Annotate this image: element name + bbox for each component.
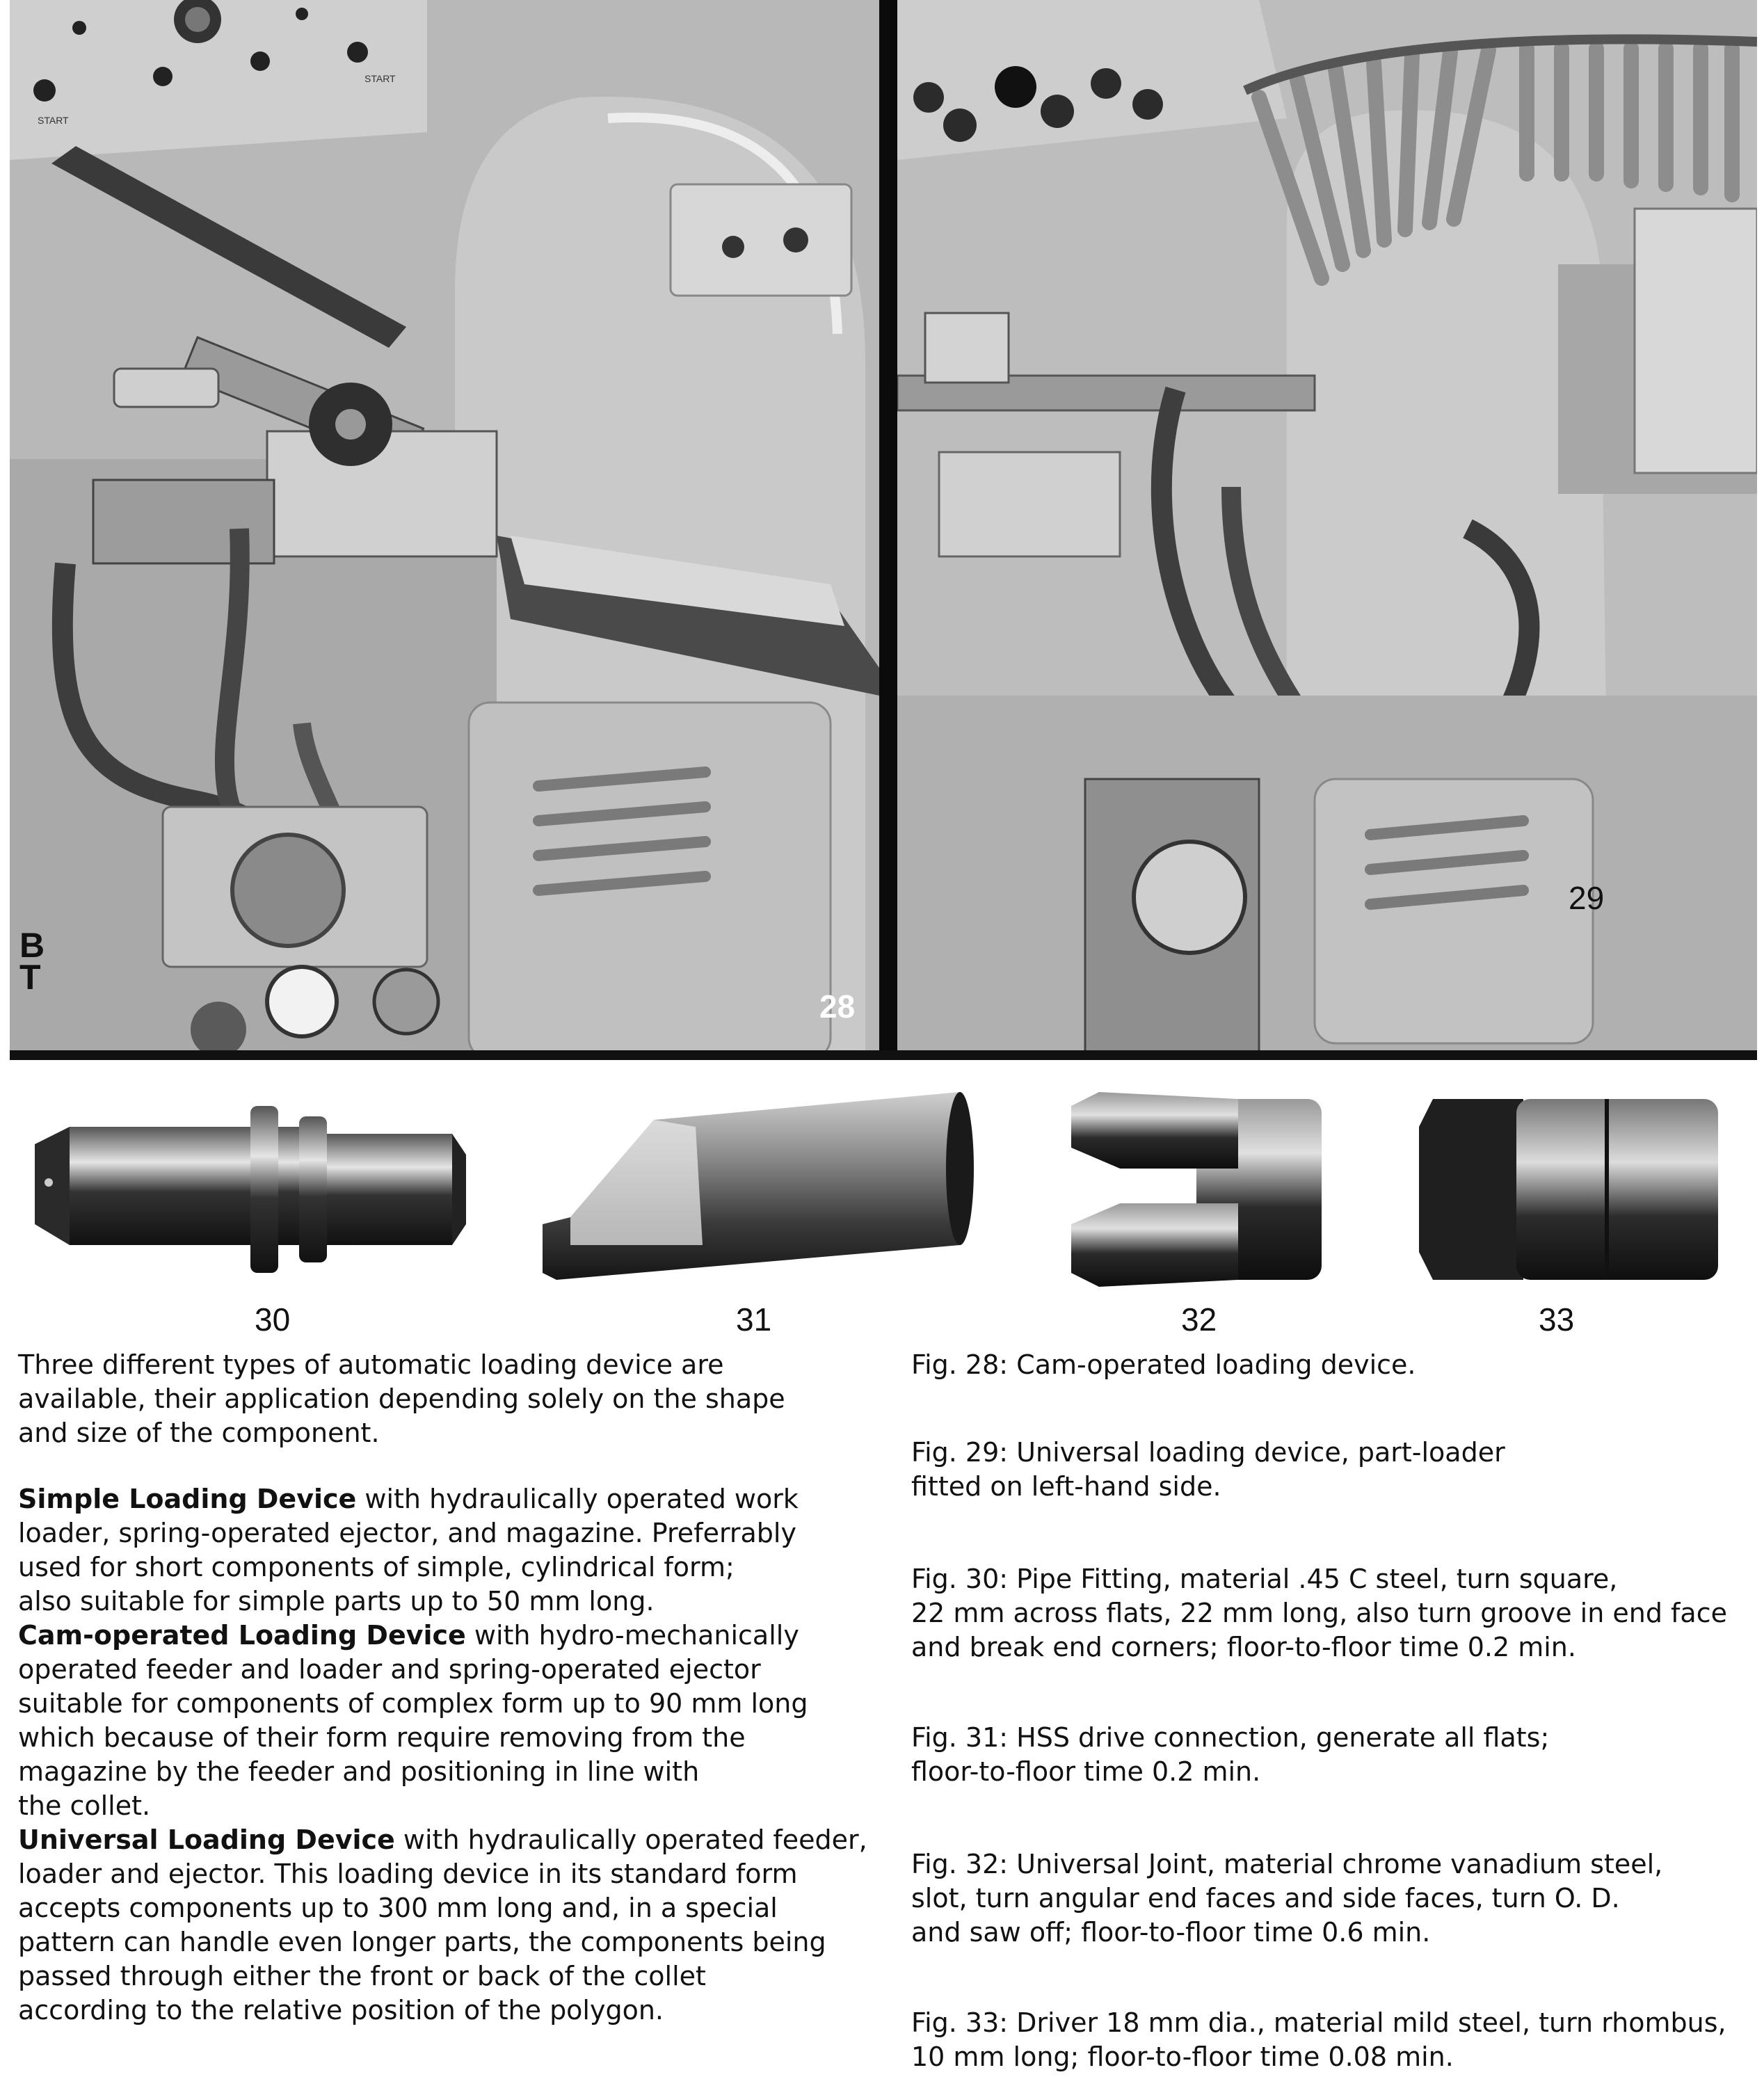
caption-fig-30: Fig. 30: Pipe Fitting, material .45 C steel, turn square, 22 mm across flats, 22 mm long, also turn groove in end face and break end corners; floor-to-floor time 0.2 min. [911, 1564, 1727, 1662]
drive-connection-icon [529, 1085, 974, 1294]
photo-fig29-universal-loading-device [897, 0, 1757, 1059]
start-label-right: START [364, 73, 396, 84]
machine-illustration-29 [897, 0, 1757, 1059]
part-30-number: 30 [255, 1301, 291, 1338]
simple-loading-device-title: Simple Loading Device [18, 1484, 357, 1514]
photo-28-number: 28 [819, 988, 856, 1025]
description-column [18, 1348, 888, 2028]
photo-divider [879, 0, 897, 1059]
caption-fig-31: Fig. 31: HSS drive connection, generate all flats; floor-to-floor time 0.2 min. [911, 1722, 1550, 1787]
universal-loading-device-paragraph [18, 1823, 888, 2028]
part-33-number: 33 [1539, 1301, 1575, 1338]
edge-letter-b: B [19, 926, 45, 965]
caption-fig-32: Fig. 32: Universal Joint, material chrome vanadium steel, slot, turn angular end faces and side faces, turn O. D. and saw off; floor-to-floor time 0.6 min. [911, 1849, 1663, 1948]
photo-bottom-rule [10, 1050, 1757, 1060]
photo-fig28-cam-loading-device [10, 0, 879, 1059]
start-label-left: START [38, 115, 69, 126]
universal-joint-icon [1057, 1085, 1336, 1294]
part-33-driver [1405, 1085, 1732, 1294]
driver-icon [1405, 1085, 1732, 1294]
simple-loading-device-paragraph [18, 1482, 888, 1619]
edge-letter-t: T [19, 958, 41, 997]
part-32-universal-joint [1057, 1085, 1336, 1294]
part-30-pipe-fitting [21, 1085, 466, 1294]
cam-operated-loading-device-paragraph [18, 1619, 888, 1823]
caption-fig-28: Fig. 28: Cam-operated loading device. [911, 1349, 1416, 1380]
cam-operated-loading-device-title: Cam-operated Loading Device [18, 1620, 466, 1651]
part-31-drive-connection [529, 1085, 974, 1294]
caption-fig-29: Fig. 29: Universal loading device, part-loader fitted on left-hand side. [911, 1437, 1505, 1502]
caption-fig-33: Fig. 33: Driver 18 mm dia., material mild steel, turn rhombus, 10 mm long; floor-to-floor time 0.08 min. [911, 2007, 1726, 2072]
part-32-number: 32 [1181, 1301, 1217, 1338]
cam-operated-loading-device-body: with hydro-mechanically operated feeder and loader and spring-operated ejector suitable for components of complex form up to 90 mm long which because of their form require removing from the magazine by the feeder and positioning in line with the collet. [18, 1620, 808, 1821]
machine-illustration-28 [10, 0, 879, 1059]
part-31-number: 31 [736, 1301, 772, 1338]
photo-29-number: 29 [1569, 880, 1605, 916]
intro-paragraph: Three different types of automatic loading device are available, their application depending solely on the shape and size of the component. [18, 1349, 785, 1448]
universal-loading-device-title: Universal Loading Device [18, 1824, 395, 1855]
pipe-fitting-icon [21, 1085, 466, 1294]
simple-loading-device-body: with hydraulically operated work loader, spring-operated ejector, and magazine. Preferrably used for short components of simple, cylindrical form; also suitable for simple parts up to 50 mm long. [18, 1484, 799, 1616]
universal-loading-device-body: with hydraulically operated feeder, loader and ejector. This loading device in its standard form accepts components up to 300 mm long and, in a special pattern can handle even longer parts, the components being passed through either the front or back of the collet according to the relative position of the polygon. [18, 1824, 867, 2025]
